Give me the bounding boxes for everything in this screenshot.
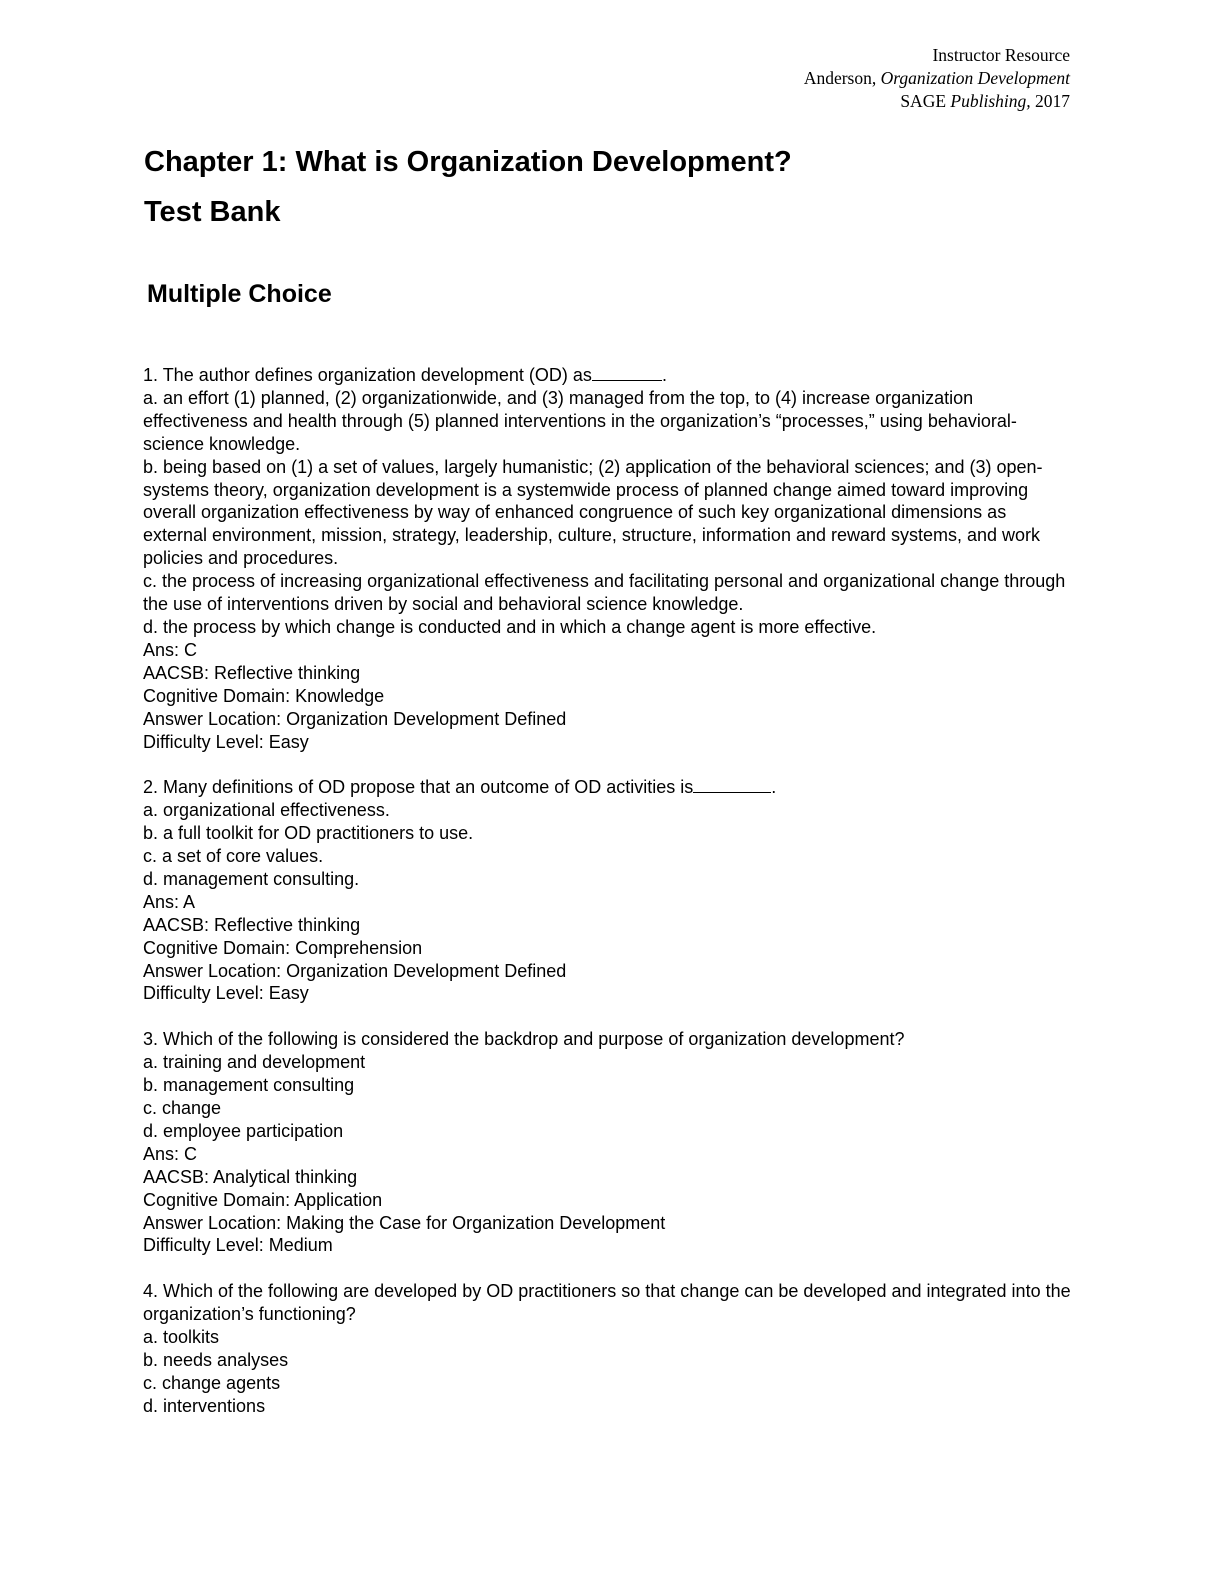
question-4 [143,1280,1073,1417]
cognitive-domain: Cognitive Domain: Application [143,1189,383,1210]
option-c: c. a set of core values. [143,846,324,867]
answer-key: Ans: A [143,891,196,912]
option-a: a. training and development [143,1052,366,1073]
option-c: c. change agents [143,1372,281,1393]
header-year: 2017 [1035,91,1070,111]
answer-blank [592,364,662,381]
difficulty-level: Difficulty Level: Easy [143,731,309,752]
question-stem-text: 1. The author defines organization development (OD) as [143,365,592,385]
option-b: b. being based on (1) a set of values, largely humanistic; (2) application of the behavioral sciences; and (3) open-systems theory, organization development is a systemwide process of planned change aimed toward improving overall organization effectiveness by way of enhanced congruence of such key organizational dimensions as external environment, mission, strategy, leadership, culture, structure, information and reward systems, and work policies and procedures. [143,456,1043,569]
difficulty-level: Difficulty Level: Medium [143,1235,333,1256]
header-publisher-line [804,90,1070,113]
option-d: d. the process by which change is conducted and in which a change agent is more effective. [143,616,877,637]
option-d: d. management consulting. [143,868,360,889]
answer-location: Answer Location: Making the Case for Organization Development [143,1212,666,1233]
header-book-title: Organization Development [880,68,1070,88]
section-heading: Multiple Choice [147,280,332,308]
header-publisher-italic: Publishing, [950,91,1031,111]
answer-key: Ans: C [143,1143,198,1164]
question-2 [143,776,1073,1005]
option-a: a. an effort (1) planned, (2) organizationwide, and (3) managed from the top, to (4) increase organization effectiveness and health through (5) planned interventions in the organization’s “processes,” using behavioral-science knowledge. [143,387,1017,454]
aacsb-tag: AACSB: Reflective thinking [143,914,361,935]
question-stem: 3. Which of the following is considered the backdrop and purpose of organization development? [143,1029,905,1050]
question-stem-text: 2. Many definitions of OD propose that an outcome of OD activities is [143,777,694,798]
option-d: d. interventions [143,1395,266,1416]
aacsb-tag: AACSB: Reflective thinking [143,662,361,683]
question-stem [143,776,1073,799]
cognitive-domain: Cognitive Domain: Comprehension [143,937,423,958]
aacsb-tag: AACSB: Analytical thinking [143,1166,358,1187]
question-stem [143,364,1073,387]
option-b: b. needs analyses [143,1349,289,1370]
option-d: d. employee participation [143,1120,344,1141]
option-c: c. change [143,1097,222,1118]
question-stem: 4. Which of the following are developed by OD practitioners so that change can be developed and integrated into the organization’s functioning? [143,1281,1071,1325]
option-a: a. toolkits [143,1327,220,1348]
question-stem-end: . [771,777,777,798]
test-bank-title: Test Bank [144,196,281,228]
header-publisher: SAGE [900,91,947,111]
answer-location: Answer Location: Organization Development Defined [143,960,567,981]
question-3 [143,1028,1073,1257]
option-c: c. the process of increasing organizational effectiveness and facilitating personal and organizational change through the use of interventions driven by social and behavioral science knowledge. [143,571,1066,615]
answer-blank [693,776,771,793]
running-header [804,44,1070,113]
answer-location: Answer Location: Organization Development Defined [143,708,567,729]
option-b: b. management consulting [143,1075,355,1096]
header-book-line [804,67,1070,90]
option-a: a. organizational effectiveness. [143,800,390,821]
option-b: b. a full toolkit for OD practitioners to use. [143,823,474,844]
answer-key: Ans: C [143,639,198,660]
cognitive-domain: Cognitive Domain: Knowledge [143,685,385,706]
chapter-title: Chapter 1: What is Organization Development? [144,146,792,178]
question-stem-end: . [661,365,667,385]
header-resource-line: Instructor Resource [932,45,1070,65]
header-author: Anderson, [803,68,877,88]
question-1 [143,364,1073,753]
question-list [143,364,1073,1441]
difficulty-level: Difficulty Level: Easy [143,983,309,1004]
